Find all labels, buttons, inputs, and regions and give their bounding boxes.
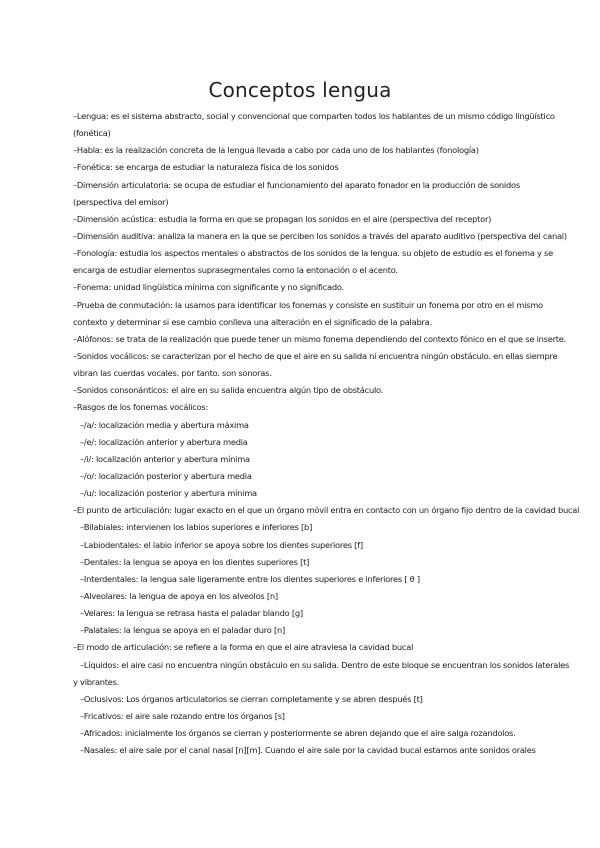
list-item: –/o/: localización posterior y abertura media xyxy=(80,470,252,481)
list-item: –/i/: localización anterior y abertura mínima xyxy=(80,453,250,464)
text-line: –Prueba de conmutación: la usamos para identificar los fonemas y consiste en sustituir un fonema por otro en el mismo xyxy=(73,299,543,310)
text-line: encarga de estudiar elementos suprasegmentales como la entonación o el acento. xyxy=(73,265,398,276)
text-line: (fonética) xyxy=(73,128,111,139)
list-item: –Líquidos: el aire casi no encuentra ningún obstáculo en su salida. Dentro de este bloque se encuentran los sonidos laterales xyxy=(80,659,570,670)
text-line: vibran las cuerdas vocales. por tanto. son sonoras. xyxy=(73,368,272,379)
text-line: –Fonema: unidad lingüística mínima con significante y no significado. xyxy=(73,282,344,293)
list-item: –Labiodentales: el labio inferior se apoya sobre los dientes superiores [f] xyxy=(80,539,363,550)
list-item: –Oclusivos: Los órganos articulatorios se cierran completamente y se abren después [t] xyxy=(80,693,423,704)
text-line: –Dimensión acústica: estudia la forma en que se propagan los sonidos en el aire (perspectiva del receptor) xyxy=(73,213,492,224)
notes-body xyxy=(73,108,591,759)
text-line: –Lengua: es el sistema abstracto, social y convencional que comparten todos los hablantes de un mismo código lingüístico xyxy=(73,111,555,121)
text-line: y vibrantes. xyxy=(73,676,120,687)
list-item: –Fricativos: el aire sale rozando entre los órganos [s] xyxy=(80,710,285,721)
text-line: –Alófonos: se trata de la realización que puede tener un mismo fonema dependiendo del contexto fónico en el que se inserte. xyxy=(73,333,566,344)
text-line: –Fonética: se encarga de estudiar la naturaleza física de los sonidos xyxy=(73,162,339,173)
text-line: –Rasgos de los fonemas vocálicos: xyxy=(73,402,209,413)
text-line: –El modo de articulación: se refiere a la forma en que el aire atraviesa la cavidad bucal xyxy=(73,642,414,653)
list-item: –Dentales: la lengua se apoya en los dientes superiores [t] xyxy=(80,556,310,567)
list-item: –Africados: inicialmente los órganos se cierran y posteriormente se abren dejando que el aire salga rozandolos. xyxy=(80,728,516,739)
text-line: –Habla: es la realización concreta de la lengua llevada a cabo por cada uno de los hablantes (fonología) xyxy=(73,145,479,156)
list-item: –/u/: localización posterior y abertura mínima xyxy=(80,488,257,499)
list-item: –Interdentales: la lengua sale ligeramente entre los dientes superiores e inferiores [ θ ] xyxy=(80,573,420,584)
text-line: –El punto de articulación: lugar exacto en el que un órgano móvil entra en contacto con un órgano fijo dentro de la cavidad bucal xyxy=(73,505,580,516)
list-item: –Nasales: el aire sale por el canal nasal [n][m]. Cuando el aire sale por la cavidad bucal estamos ante sonidos orales xyxy=(80,745,536,756)
list-item: –Velares: la lengua se retrasa hasta el paladar blando [g] xyxy=(80,608,303,619)
text-line: –Dimensión articulatoria: se ocupa de estudiar el funcionamiento del aparato fonador en la producción de sonidos xyxy=(73,179,520,190)
list-item: –Palatales: la lengua se apoya en el paladar duro [n] xyxy=(80,625,285,636)
list-item: –/a/: localización media y abertura máxima xyxy=(80,419,249,430)
text-line: –Fonología: estudia los aspectos mentales o abstractos de los sonidos de la lengua. su objeto de estudio es el fonema y se xyxy=(73,248,553,259)
list-item: –Alveolares: la lengua de apoya en los alveolos [n] xyxy=(80,590,278,601)
text-line: –Sonidos consonánticos: el aire en su salida encuentra algún tipo de obstáculo. xyxy=(73,385,384,396)
text-line: –Dimensión auditiva: analiza la manera en la que se perciben los sonidos a través del aparato auditivo (perspectiva del canal) xyxy=(73,230,567,241)
text-line: –Sonidos vocálicos: se caracterizan por el hecho de que el aire en su salida ni encuentra ningún obstáculo. en ellas siempre xyxy=(73,350,558,361)
list-item: –/e/: localización anterior y abertura media xyxy=(80,436,248,447)
text-line: (perspectiva del emisor) xyxy=(73,196,169,207)
page-title: Conceptos lengua xyxy=(208,78,392,102)
list-item: –Bilabiales: intervienen los labios superiores e inferiores [b] xyxy=(80,522,313,533)
text-line: contexto y determinar si ese cambio conlleva una alteración en el significado de la palabra. xyxy=(73,316,432,327)
